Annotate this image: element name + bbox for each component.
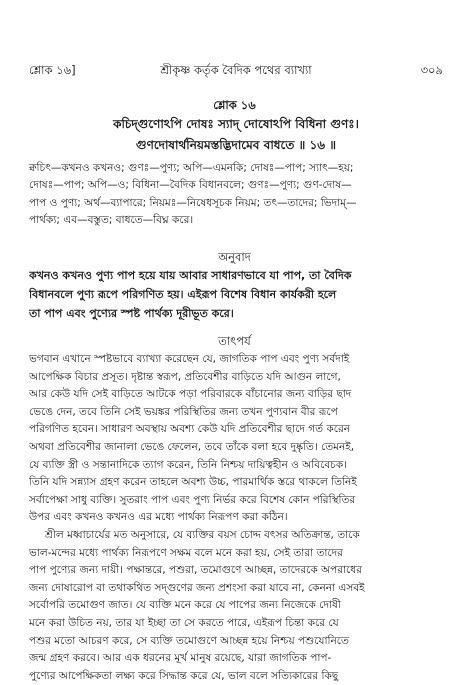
verse-line: কচিদ্গুণোঽপি দোষঃ স্যাদ্ দোষোঽপি বিধিনা গুণঃ। <box>113 117 359 131</box>
purport-line: আপেক্ষিক বিচার প্রসূত। দৃষ্টান্ত স্বরূপ, প্রতিবেশীর বাড়িতে যদি আগুন লাগে, <box>29 370 341 383</box>
header-verse-ref: শ্লোক ১৬] <box>29 63 76 77</box>
purport-line: যে ব্যক্তি স্ত্রী ও সন্তানাদিকে ত্যাগ করেন, তিনি নিশ্চয় দায়িত্বহীন ও অবিবেচক। <box>29 458 347 471</box>
translation-heading: অনুবাদ <box>218 250 251 264</box>
translation <box>29 266 443 323</box>
purport-line: তিনি যদি সন্ন্যাস গ্রহণ করেন তাহলে অবশ্য উচ্চ, পারমার্থিক স্তরে থাকলে তিনিই <box>29 476 357 489</box>
purport-line: মনে করা উচিত নয়, তার যা ইচ্ছা তা সে করতে পারে, এইরূপ চিন্তা করে যে <box>29 616 339 629</box>
header-chapter-title: শ্রীকৃষ্ণ কর্তৃক বৈদিক পথের ব্যাখ্যা <box>160 63 312 77</box>
translation-line: বিধানবলে পুণ্য রূপে পরিগণিত হয়। এইরূপ বিশেষ বিধান কার্যকরী হলে <box>29 288 337 301</box>
verse-line: গুণদোষার্থনিয়মস্তদ্ভিদামেব বাধতে ॥ ১৬ ॥ <box>135 138 337 152</box>
purport <box>29 351 443 685</box>
purport-line: শ্রীল মধ্বাচার্যের মত অনুসারে, যে ব্যক্তির বয়স চোদ্দ বৎসর অতিক্রান্ত, তাকে <box>45 528 360 541</box>
synonyms-line: দোষঃ—পাপ; অপি—ও; বিধিনা—বৈদিক বিধানবলে; গুণঃ—পুণ্য; গুণ-দোষ— <box>29 179 352 192</box>
purport-line: ভগবান এখানে স্পষ্টভাবে ব্যাখ্যা করেছেন যে, জাগতিক পাপ এবং পুণ্য সর্বদাই <box>29 353 350 365</box>
running-header <box>29 62 443 78</box>
purport-line: সর্বোপরি তমোগুণ জাত। যে ব্যক্তি মনে করে যে পাপের জন্য নিজেকে দোষী <box>29 599 341 612</box>
synonyms-line: পাপ ও পুণ্য; অর্থ—ব্যাপারে; নিয়মঃ—নিষেধসূচক নিয়ম; তৎ—তাদের; ভিদাম্— <box>29 196 357 209</box>
purport-line: সর্বাপেক্ষা সাধু ব্যক্তি। সুতরাং পাপ এবং পুণ্য নির্ভর করে বিশেষ কোন পরিস্থিতির <box>29 493 356 506</box>
synonyms-line: পার্থক্য; এব—বস্তুত; বাধতে—বিঘ্ন করে। <box>29 214 194 227</box>
purport-line: জন্ম গ্রহণ করবে। আর এক ধরনের মূর্খ মানুষ রয়েছে, যারা জাগতিক পাপ- <box>29 652 332 665</box>
purport-line: পাপ পুণ্যের জন্য দায়ী। পক্ষান্তরে, পশুরা, তমোগুণে আচ্ছন্ন, তাদেরকে অপরাধের <box>29 564 362 577</box>
purport-line: উপর এবং কখনও কখনও এর মধ্যে পার্থক্য নিরূপণ করা কঠিন। <box>29 511 288 524</box>
purport-line: আর কেউ যদি সেই বাড়িতে আটকে পড়া পরিবারকে বাঁচানোর জন্য বাড়ির ছাদ <box>29 388 352 401</box>
shloka-heading: শ্লোক ১৬ <box>213 98 256 112</box>
purport-line: জন্য দোষারোপ বা তথাকথিত সদ্গুণের জন্য প্রশংসা করা যাবে না, কেননা এসবই <box>29 581 365 594</box>
purport-line: পশুর মতো আচরণ করে, সে ব্যক্তি তমোগুণে আচ্ছন্ন হয়ে নিশ্চয় পশুযোনিতে <box>29 634 349 647</box>
synonyms <box>29 160 443 230</box>
translation-line: কখনও কখনও পুণ্য পাপ হয়ে যায় আবার সাধারণভাবে যা পাপ, তা বৈদিক <box>29 269 352 282</box>
page-number: ৩০৯ <box>420 63 443 77</box>
purport-line: পুণ্যের আপেক্ষিকতা লক্ষ্য করে সিদ্ধান্ত করে যে, ভাল বলে সত্যিকারের কিছু <box>29 669 339 682</box>
purport-heading: তাৎপর্য <box>218 334 251 348</box>
purport-line: ভেঙে দেন, তবে তিনি সেই ভয়ঙ্কর পরিস্থিতির জন্য তখন পুণ্যবান বীর রূপে <box>29 405 338 418</box>
purport-line: ভাল-মন্দের মধ্যে পার্থক্য নিরূপণে সক্ষম বলে মনে করা হয়, সেই তারা তাদের <box>29 546 343 559</box>
translation-line: তা পাপ এবং পুণ্যের স্পষ্ট পার্থক্য দূরীভূত করে। <box>29 307 234 320</box>
purport-line: পরিগণিত হবেন। সাধারণ অবস্থায় অবশ্য কেউ যদি প্রতিবেশীর ছাদে গর্ত করেন <box>29 423 350 436</box>
synonyms-line: ক্বচিৎ—কখনও কখনও; গুণঃ—পুণ্য; অপি—এমনকি; দোষঃ—পাপ; স্যাৎ—হয়; <box>29 162 354 174</box>
purport-line: অথবা প্রতিবেশীর জানালা ভেঙে ফেলেন, তবে তাঁকে বলা হবে দুষ্কৃতি। তেমনই, <box>29 440 355 453</box>
